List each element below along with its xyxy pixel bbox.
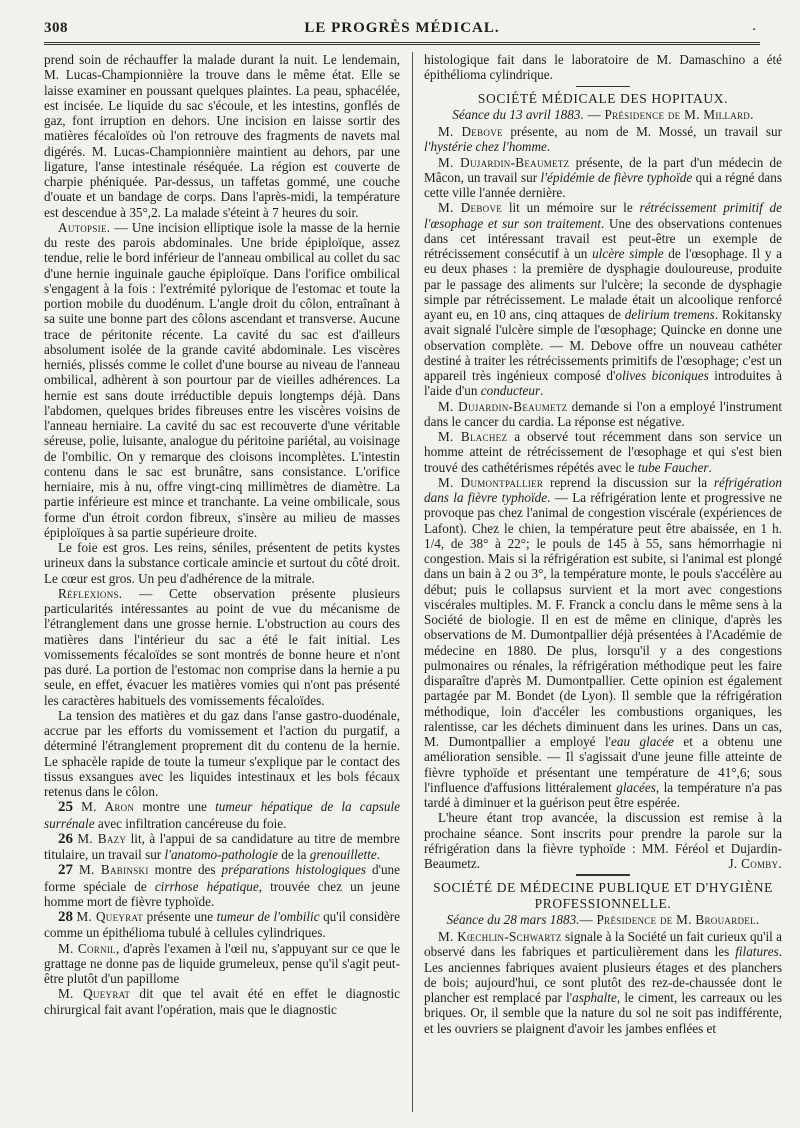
italic-title: réfrigération dans la fièvre typhoïde	[424, 474, 782, 505]
presidency: — Présidence de M. Brouardel.	[579, 911, 760, 927]
section-rule	[576, 874, 630, 876]
text: et a obtenu une amélioration sensible. — Il s'agissait d'une jeune fille atteinte de fièvre typhoïde et présentant une température de 41°,6; sous l'influence d'affusions littéralement	[424, 734, 782, 795]
text: , d'après l'examen à l'œil nu, s'appuyant sur ce que le grattage ne donne pas de liquide grumeleux, pense qu'il s'agit peut-être plutôt d'un papillome	[44, 940, 400, 986]
text: montre une	[134, 799, 216, 815]
paragraph	[424, 399, 782, 430]
author-name: M. Queyrat	[76, 909, 144, 924]
text: d'une forme spéciale de	[44, 862, 400, 894]
author-name: M. Kœchlin-Schwartz	[438, 929, 562, 944]
session-line	[424, 912, 782, 927]
text: présente une	[143, 909, 217, 924]
page-number: 308	[44, 20, 68, 36]
running-title: LE PROGRÈS MÉDICAL.	[304, 20, 500, 36]
italic-title: glacées	[616, 779, 656, 795]
paragraph-reflexions	[44, 586, 400, 708]
item-number: 28	[58, 909, 73, 925]
header-ornament: .	[752, 18, 756, 34]
author-name: M. Cornil	[58, 940, 116, 956]
text: a observé tout récemment dans son service un homme atteint de rétrécissement de l'œsophage et qui s'est bien trouvé des cathétérismes répétés avec le	[424, 429, 782, 475]
italic-title: préparations histologiques	[221, 862, 366, 878]
text: montre des	[148, 862, 222, 878]
author-name: M. Dujardin-Beaumetz	[438, 154, 570, 170]
item-28	[44, 909, 400, 941]
author-name: M. Bazy	[77, 830, 127, 846]
paragraph	[424, 200, 782, 398]
text: .	[376, 847, 380, 862]
text: introduites à l'aide d'un	[424, 368, 782, 399]
text: lit, à l'appui de sa candidature au titre de membre titulaire, un travail sur	[44, 830, 400, 862]
text: . Une des observations contenues dans cet intéressant travail est peut-être un exemple de rétrécissement consécutif à un	[424, 215, 782, 261]
text: qu'il considère comme un épithélioma tubulé à cellules cylindriques.	[44, 909, 400, 941]
item-number: 27	[58, 862, 73, 879]
italic-title: tube Faucher	[637, 459, 709, 475]
item-26	[44, 831, 400, 863]
italic-title: grenouillette	[309, 847, 377, 862]
item-number: 25	[58, 799, 73, 816]
italic-title: l'hystérie chez l'homme	[424, 139, 547, 155]
italic-title: tumeur de l'ombilic	[216, 909, 320, 924]
text: de la	[277, 847, 310, 862]
text: .	[546, 139, 551, 155]
italic-title: l'épidémie de fièvre typhoïde	[540, 169, 693, 185]
italic-title: eau glacée	[611, 734, 674, 749]
section-rule	[576, 86, 630, 87]
paragraph	[424, 810, 782, 871]
paragraph	[424, 475, 782, 811]
text: , le ciment, les carreaux ou les briques. Or, il semble que la nature du sol ne soit pas indifférente, et les ouvriers se plaignent d'avoir les jambes enflées et	[424, 990, 782, 1036]
text: reprend la discussion sur la	[543, 474, 714, 490]
author-name: M. Debove	[438, 200, 503, 216]
author-name: M. Blachez	[438, 429, 508, 444]
presidency: — Présidence de M. Millard.	[583, 106, 754, 122]
text: .	[708, 459, 712, 475]
italic-title: rétrécissement primitif de l'œsophage et sur son traitement	[424, 200, 782, 231]
text: , la température n'a pas tardé à diminuer et la guérison peut être espérée.	[424, 779, 782, 810]
text: présente, au nom de M. Mossé, un travail sur	[502, 124, 782, 139]
item-27	[44, 862, 400, 909]
item-25	[44, 799, 400, 831]
paragraph: prend soin de réchauffer la malade durant la nuit. Le lendemain, M. Lucas-Championnière la trouve dans le même état. Elle se laisse examiner en poussant quelques plaintes. La peau, sphacélée, est incisée. Le liquide du sac s'écoule, et les intestins, gonflés de gaz, font irruption en dehors. Une incision en laisse sortir des matières fécaloïdes où l'on retrouve des fragments de navets mal digérés. M. Lucas-Championnière maintient au dehors, par une ligature, l'anse intestinale réséquée. La région est couverte de charpie phéniquée. Par-dessus, un taffetas gommé, une couche d'ouate et un bandage de corps. Dans l'après-midi, la température est descendue à 35°,2. La malade s'éteint à 7 heures du soir.	[44, 52, 400, 220]
running-header	[44, 18, 760, 45]
text: avec infiltration cancéreuse du foie.	[94, 815, 287, 831]
italic-title: delirium tremens	[624, 307, 715, 322]
left-column	[44, 52, 400, 1116]
italic-title: olives biconiques	[615, 368, 709, 383]
paragraph	[424, 429, 782, 475]
italic-title: ulcère simple	[592, 246, 664, 261]
paragraph-text: — Cette observation présente plusieurs particularités intéressantes au point de vue du mécanisme de l'étranglement dans une grosse hernie. L'obstruction au cours des matières dans l'intérieur du sac a été le fait initial. Les vomissements fécaloïdes se sont montrés de bonne heure et n'ont pas duré. La portion de l'estomac non comprise dans la hernie a pu seule, en effet, évacuer les matières vomies qui n'ont pas présenté les caractères habituels des vomissements fécaloïdes.	[44, 585, 400, 708]
paragraph: La tension des matières et du gaz dans l'anse gastro-duodénale, accrue par les efforts du vomissement et l'action du purgatif, a déterminé l'étranglement proprement dit du contenu de la hernie. Le sphacèle rapide de toute la tumeur s'explique par le contact des tissus exsangues avec les liquides intestinaux et les bols fécaux retenus dans le côlon.	[44, 707, 400, 799]
text: L'heure étant trop avancée, la discussion est remise à la prochaine séance. Sont inscrits pour prendre la parole sur la réfrigération dans la fièvre typhoïde : MM. Féréol et Dujardin-Beaumetz.	[424, 810, 782, 871]
italic-title: l'anatomo-pathologie	[164, 847, 278, 862]
item-number: 26	[58, 830, 73, 847]
section-heading: SOCIÉTÉ DE MÉDECINE PUBLIQUE ET D'HYGIÈNE PROFESSIONNELLE.	[433, 880, 773, 911]
section-heading: SOCIÉTÉ MÉDICALE DES HOPITAUX.	[477, 90, 729, 106]
text: , trouvée chez un jeune homme mort de fièvre typhoïde.	[44, 878, 400, 909]
author-name: M. Dumontpallier	[438, 474, 544, 490]
text: qui a régné dans cette ville l'année dernière.	[424, 169, 782, 200]
section-label: Autopsie.	[58, 219, 111, 235]
text: présente, de la part d'un médecin de Mâcon, un travail sur	[424, 154, 782, 185]
text: . Les anciennes fabriques avaient plusieurs étages et des planchers de bois; aujourd'hui, ce sont plutôt des rez-de-chaussée dont le plancher est remplacé par l'	[424, 944, 782, 1005]
text: .	[540, 383, 544, 399]
session-line	[424, 107, 782, 122]
paragraph: Le foie est gros. Les reins, séniles, présentent de petits kystes urineux dans la substance corticale amincie et surtout du côté droit. Le cœur est gros. Un peu d'adhérence de la mitrale.	[44, 540, 400, 586]
author-name: M. Babinski	[79, 862, 149, 878]
text: de l'œsophage. Il y a eu deux phases : la première de dysphagie douloureuse, produite par le passage des aliments sur l'ulcère; la seconde de dysphagie simple par rétrécissement. Le malade était un alcoolique renforcé ayant eu, en 10 ans, cinq attaques de	[424, 246, 782, 322]
paragraph-cornil	[44, 941, 400, 987]
text: demande si l'on a employé l'instrument dans le cancer du cardia. La réponse est négative.	[424, 398, 782, 429]
text: . Rokitansky avait signalé l'ulcère simple de l'œsophage; Quincke en donne une observation complète. — M. Debove offre un nouveau cathéter destiné à traiter les rétrécissements primitifs de l'œsophage; c'est un appareil très ingénieux composé d'	[424, 307, 782, 383]
text: . — La réfrigération lente et progressive ne provoque pas chez l'animal de congestion viscérale (expériences de Lafont). Chez le chien, la température peut être abaissée, en 1 h. 1/4, de 38° à 22°; le pouls de 145 à 55, sans hémorrhagie ni congestion. Mais si la réfrigération est subite, si l'animal est plongé dans un bain à 2 ou 3°, la température monte, le pouls s'accélère au début; puis le collapsus survient et la mort avec congestions viscérales multiples. M. F. Franck a conclu dans le même sens à la Société de biologie. Il en est de même en clinique, d'après les observations de M. Dumontpallier déjà présentées à l'Académie de médecine en 1880. De plus, lorsqu'il y a des congestions pulmonaires ou rénales, la réfrigération méthodique peut les faire disparaître d'après M. Dumontpallier. Cette opinion est également partagée par M. Bondet (de Lyon). Il semble que la réfrigération méthodique, loin d'accéler les combustions organiques, les ralentisse, car les déchets diminuent dans les urines. Dans un cas, M. Dumontpallier a employé l'	[424, 490, 782, 749]
italic-title: asphalte	[572, 990, 617, 1005]
author-name: M. Aron	[81, 799, 135, 815]
paragraph	[424, 929, 782, 1036]
italic-title: cirrhose hépatique	[154, 878, 259, 894]
italic-title: conducteur	[480, 383, 541, 399]
author-name: M. Queyrat	[58, 986, 131, 1002]
session-date: Séance du 13 avril 1883.	[452, 106, 584, 122]
text: signale à la Société un fait curieux qu'il a observé dans les fabriques et particulièrement dans les	[424, 929, 782, 960]
author-name: M. Debove	[438, 124, 503, 139]
text: lit un mémoire sur le	[502, 200, 640, 216]
paragraph	[424, 155, 782, 201]
column-divider	[412, 52, 413, 1112]
author-name: M. Dujardin-Beaumetz	[438, 398, 568, 414]
paragraph	[424, 124, 782, 155]
text: dit que tel avait été en effet le diagnostic chirurgical fait avant l'opération, mais que le diagnostic	[44, 986, 400, 1017]
section-label: Réflexions.	[58, 585, 123, 601]
session-date: Séance du 28 mars 1883.	[446, 911, 580, 927]
right-column	[424, 52, 782, 1116]
paragraph-text: — Une incision elliptique isole la masse de la hernie du reste des parois abdominales. Une bride épiploïque, assez tendue, relie le bord inférieur de l'anneau ombilical au collet du sac d'une hernie inguinale gauche épiploïque. Dans l'orifice ombilical s'engagent à la fois : l'extrémité pylorique de l'estomac et toute la portion mobile du duodénum. L'angle droit du côlon, entraînant à sa suite une bonne part des côlons ascendant et transverse. Aucune trace de péritonite récente. La cavité du sac est d'ailleurs absolument isolée de la grande cavité abdominale. Les viscères herniés, plissés comme le collet d'une bourse au niveau de l'anneau ombilical, adhèrent à son pourtour par de vieilles adhérences. La hernie est sans doute irréductible depuis longtemps déjà. Dans l'abdomen, quelques brides fibreuses entre les viscères voisins de l'anneau herniaire. La cavité du sac est recouverte d'une véritable séreuse, polie, luisante, analogue du péritoine pariétal, au voisinage de l'ombilic. On y remarque des cloisons incomplètes. L'intestin contenu dans le sac est brunâtre, sans consistance. L'orifice herniaire, mis à nu, offre vingt-cinq millimètres de diamètre. La partie inférieure est mince et tranchante. La veine ombilicale, sous forme d'un étroit cordon fibreux, s'insère au milieu de masses épiploïques à sa partie supérieure droite.	[44, 219, 400, 540]
paragraph-queyrat	[44, 986, 400, 1017]
signature: J. Comby.	[728, 856, 782, 871]
paragraph-autopsie	[44, 220, 400, 540]
italic-title: tumeur hépatique de la capsule surrénale	[44, 799, 400, 831]
paragraph: histologique fait dans le laboratoire de M. Damaschino a été épithélioma cylindrique.	[424, 52, 782, 83]
italic-title: filatures	[735, 944, 779, 960]
